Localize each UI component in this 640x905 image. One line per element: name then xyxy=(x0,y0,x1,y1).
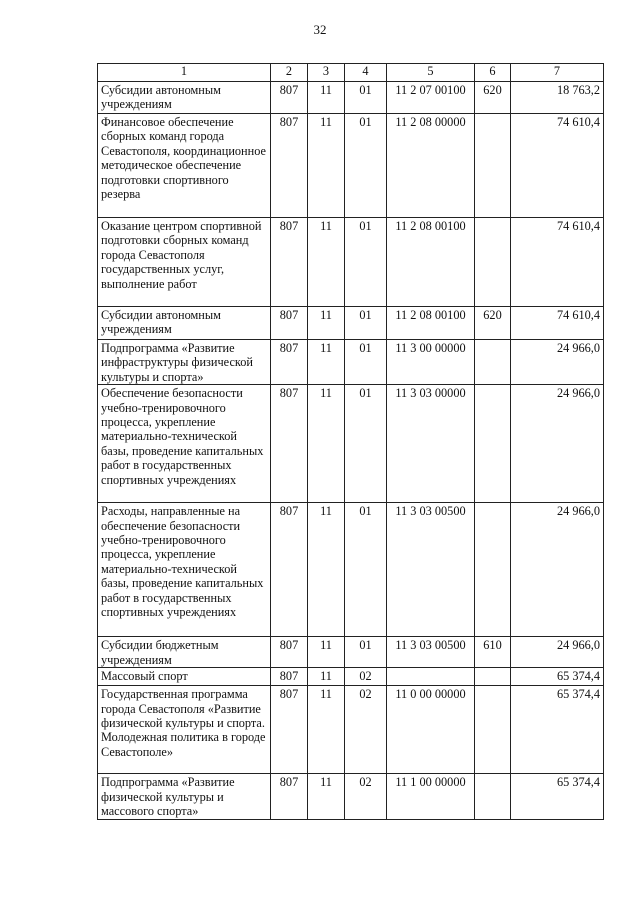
amount-cell: 18 763,2 xyxy=(511,82,604,114)
target-item-code-cell: 11 2 08 00100 xyxy=(387,307,475,340)
target-item-code-cell: 11 3 03 00000 xyxy=(387,385,475,503)
column-header-ved: 2 xyxy=(271,64,308,82)
subsection-code-cell: 01 xyxy=(345,385,387,503)
row-name-cell: Финансовое обеспечение сборных команд города Севастополя, координационное методическое обеспечение подготовки спортивного резерва xyxy=(98,114,271,218)
ved-code-cell: 807 xyxy=(271,218,308,307)
amount-cell: 24 966,0 xyxy=(511,385,604,503)
row-name-cell: Субсидии бюджетным учреждениям xyxy=(98,637,271,668)
subsection-code-cell: 01 xyxy=(345,637,387,668)
amount-cell: 24 966,0 xyxy=(511,340,604,385)
section-code-cell: 11 xyxy=(308,218,345,307)
target-item-code-cell: 11 2 07 00100 xyxy=(387,82,475,114)
table-header-row xyxy=(98,64,604,82)
table-row xyxy=(98,82,604,114)
section-code-cell: 11 xyxy=(308,503,345,637)
row-name-cell: Подпрограмма «Развитие инфраструктуры физической культуры и спорта» xyxy=(98,340,271,385)
table-row xyxy=(98,218,604,307)
expense-type-code-cell: 620 xyxy=(475,307,511,340)
table-row xyxy=(98,503,604,637)
amount-cell: 74 610,4 xyxy=(511,218,604,307)
row-name-cell: Расходы, направленные на обеспечение безопасности учебно-тренировочного процесса, укрепление материально-технической базы, проведение капитальных работ в государственных спортивных учреждениях xyxy=(98,503,271,637)
ved-code-cell: 807 xyxy=(271,668,308,686)
column-header-name: 1 xyxy=(98,64,271,82)
row-name-cell: Субсидии автономным учреждениям xyxy=(98,307,271,340)
table-body xyxy=(98,82,604,820)
expense-type-code-cell xyxy=(475,503,511,637)
subsection-code-cell: 02 xyxy=(345,668,387,686)
amount-cell: 65 374,4 xyxy=(511,668,604,686)
row-name-cell: Подпрограмма «Развитие физической культуры и массового спорта» xyxy=(98,774,271,820)
budget-table xyxy=(97,63,604,820)
row-name-cell: Оказание центром спортивной подготовки сборных команд города Севастополя государственных услуг, выполнение работ xyxy=(98,218,271,307)
table-row xyxy=(98,307,604,340)
table-row xyxy=(98,637,604,668)
amount-cell: 24 966,0 xyxy=(511,503,604,637)
table-row xyxy=(98,385,604,503)
expense-type-code-cell xyxy=(475,340,511,385)
amount-cell: 24 966,0 xyxy=(511,637,604,668)
section-code-cell: 11 xyxy=(308,307,345,340)
section-code-cell: 11 xyxy=(308,686,345,774)
row-name-cell: Обеспечение безопасности учебно-тренировочного процесса, укрепление материально-технической базы, проведение капитальных работ в государственных спортивных учреждениях xyxy=(98,385,271,503)
ved-code-cell: 807 xyxy=(271,503,308,637)
table-row xyxy=(98,774,604,820)
target-item-code-cell: 11 3 03 00500 xyxy=(387,503,475,637)
target-item-code-cell xyxy=(387,668,475,686)
target-item-code-cell: 11 2 08 00100 xyxy=(387,218,475,307)
ved-code-cell: 807 xyxy=(271,340,308,385)
table-row xyxy=(98,668,604,686)
row-name-cell: Государственная программа города Севастополя «Развитие физической культуры и спорта. Молодежная политика в городе Севастополе» xyxy=(98,686,271,774)
target-item-code-cell: 11 2 08 00000 xyxy=(387,114,475,218)
row-name-cell: Субсидии автономным учреждениям xyxy=(98,82,271,114)
row-name-cell: Массовый спорт xyxy=(98,668,271,686)
target-item-code-cell: 11 0 00 00000 xyxy=(387,686,475,774)
subsection-code-cell: 01 xyxy=(345,114,387,218)
expense-type-code-cell xyxy=(475,686,511,774)
amount-cell: 65 374,4 xyxy=(511,774,604,820)
table-row xyxy=(98,114,604,218)
ved-code-cell: 807 xyxy=(271,385,308,503)
section-code-cell: 11 xyxy=(308,82,345,114)
subsection-code-cell: 01 xyxy=(345,82,387,114)
ved-code-cell: 807 xyxy=(271,637,308,668)
page-number: 32 xyxy=(313,22,327,37)
amount-cell: 65 374,4 xyxy=(511,686,604,774)
table-row xyxy=(98,340,604,385)
target-item-code-cell: 11 1 00 00000 xyxy=(387,774,475,820)
column-header-amount: 7 xyxy=(511,64,604,82)
column-header-target-item: 5 xyxy=(387,64,475,82)
subsection-code-cell: 01 xyxy=(345,307,387,340)
column-header-subsection: 4 xyxy=(345,64,387,82)
target-item-code-cell: 11 3 00 00000 xyxy=(387,340,475,385)
expense-type-code-cell xyxy=(475,114,511,218)
subsection-code-cell: 02 xyxy=(345,686,387,774)
subsection-code-cell: 01 xyxy=(345,340,387,385)
column-header-section: 3 xyxy=(308,64,345,82)
subsection-code-cell: 02 xyxy=(345,774,387,820)
table-row xyxy=(98,686,604,774)
ved-code-cell: 807 xyxy=(271,686,308,774)
ved-code-cell: 807 xyxy=(271,774,308,820)
section-code-cell: 11 xyxy=(308,637,345,668)
subsection-code-cell: 01 xyxy=(345,218,387,307)
amount-cell: 74 610,4 xyxy=(511,307,604,340)
expense-type-code-cell xyxy=(475,774,511,820)
column-header-expense-type: 6 xyxy=(475,64,511,82)
ved-code-cell: 807 xyxy=(271,114,308,218)
ved-code-cell: 807 xyxy=(271,82,308,114)
section-code-cell: 11 xyxy=(308,340,345,385)
section-code-cell: 11 xyxy=(308,668,345,686)
ved-code-cell: 807 xyxy=(271,307,308,340)
subsection-code-cell: 01 xyxy=(345,503,387,637)
expense-type-code-cell xyxy=(475,385,511,503)
expense-type-code-cell: 610 xyxy=(475,637,511,668)
expense-type-code-cell: 620 xyxy=(475,82,511,114)
expense-type-code-cell xyxy=(475,668,511,686)
section-code-cell: 11 xyxy=(308,385,345,503)
amount-cell: 74 610,4 xyxy=(511,114,604,218)
expense-type-code-cell xyxy=(475,218,511,307)
section-code-cell: 11 xyxy=(308,774,345,820)
section-code-cell: 11 xyxy=(308,114,345,218)
target-item-code-cell: 11 3 03 00500 xyxy=(387,637,475,668)
